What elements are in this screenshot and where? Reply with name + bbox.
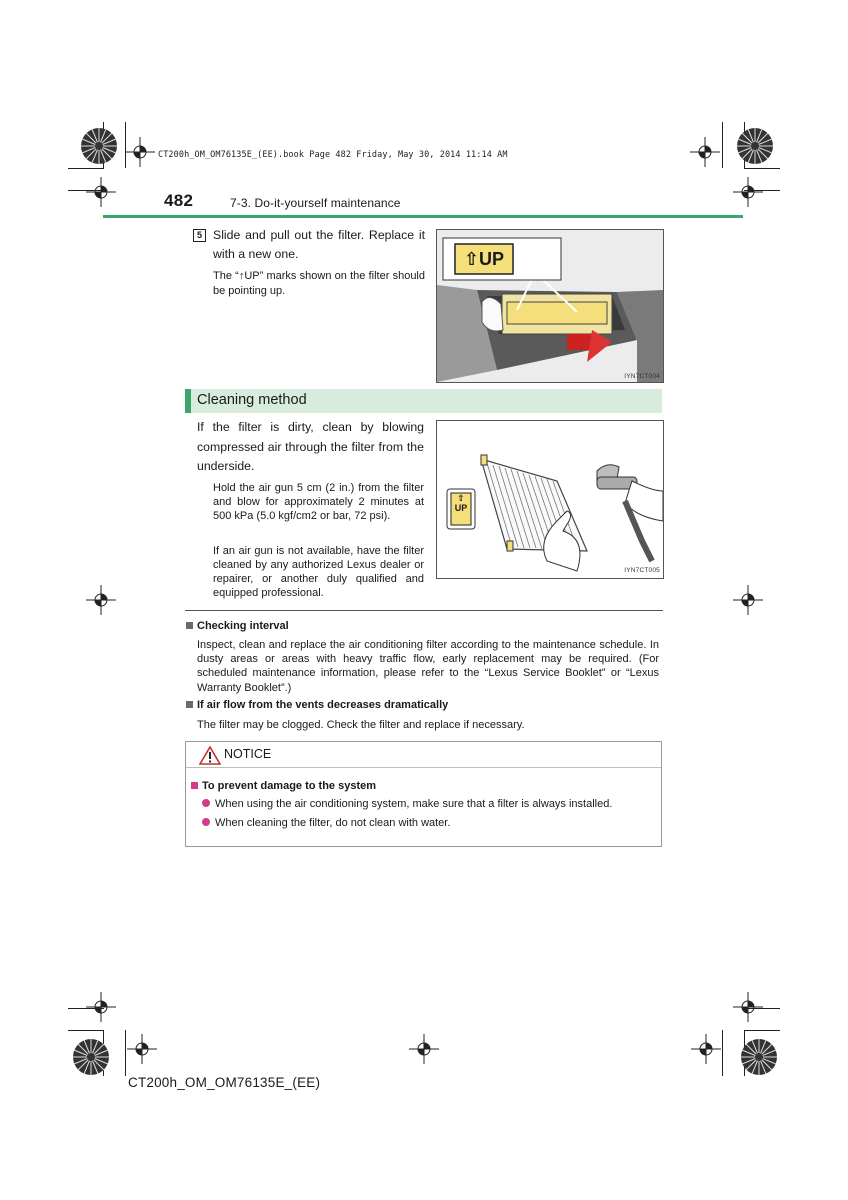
up-callout-text: UP xyxy=(479,249,505,269)
cleaning-method-title: Cleaning method xyxy=(197,392,307,408)
up-tag-text: UP xyxy=(454,503,468,513)
registration-target-icon xyxy=(86,585,116,615)
round-bullet-icon xyxy=(202,799,210,807)
header-rule xyxy=(103,215,743,218)
checking-interval-text: Inspect, clean and replace the air conditioning filter according to the maintenance schedule. In dusty areas or areas with heavy traffic flow, early replacement may be required. (For scheduled maintenance information, please refer to the “Lexus Service Booklet” or “Lexus Warranty Booklet”.) xyxy=(197,639,659,694)
cleaning-note-dealer: If an air gun is not available, have the filter cleaned by any authorized Lexus dealer or repairer, or another duly qualified and equipped professional. xyxy=(213,545,424,599)
round-bullet-icon xyxy=(202,818,210,826)
notice-heading xyxy=(191,780,376,792)
step-instruction: Slide and pull out the filter. Replace it with a new one. xyxy=(213,228,425,261)
registration-target-icon xyxy=(691,1034,721,1064)
square-bullet-icon xyxy=(191,782,198,789)
notice-item xyxy=(202,798,612,810)
air-gun-cleaning-illustration xyxy=(436,420,664,579)
cleaning-method-heading xyxy=(185,389,662,413)
crop-mark xyxy=(722,1030,723,1076)
checking-interval-title: Checking interval xyxy=(197,620,289,632)
square-bullet-icon xyxy=(186,622,193,629)
warning-triangle-icon xyxy=(199,746,221,765)
registration-target-icon xyxy=(733,992,763,1022)
registration-target-icon xyxy=(733,177,763,207)
notice-box xyxy=(185,741,662,847)
notice-label: NOTICE xyxy=(224,747,272,761)
figure-code: IYN7CT004 xyxy=(624,373,660,380)
notice-item-text: When cleaning the filter, do not clean with water. xyxy=(215,817,451,829)
crop-mark xyxy=(68,168,104,169)
rosette-icon xyxy=(80,127,118,165)
rosette-icon xyxy=(72,1038,110,1076)
registration-target-icon xyxy=(690,137,720,167)
rosette-icon xyxy=(736,127,774,165)
registration-target-icon xyxy=(733,585,763,615)
rosette-icon xyxy=(740,1038,778,1076)
registration-target-icon xyxy=(86,177,116,207)
footer-document-code: CT200h_OM_OM76135E_(EE) xyxy=(128,1075,321,1090)
crop-mark xyxy=(744,168,780,169)
registration-target-icon xyxy=(125,137,155,167)
registration-target-icon xyxy=(409,1034,439,1064)
page-number: 482 xyxy=(164,191,194,210)
registration-target-icon xyxy=(127,1034,157,1064)
cleaning-paragraph: If the filter is dirty, clean by blowing compressed air through the filter from the underside. xyxy=(197,420,424,473)
square-bullet-icon xyxy=(186,701,193,708)
cleaning-note-air-gun: Hold the air gun 5 cm (2 in.) from the filter and blow for approximately 2 minutes at 500 kPa (5.0 kgf/cm2 or bar, 72 psi). xyxy=(213,482,424,522)
up-arrow-icon: ⇧ xyxy=(463,249,480,269)
crop-mark xyxy=(744,1030,780,1031)
crop-mark xyxy=(722,122,723,168)
crop-mark xyxy=(125,1030,126,1076)
notice-item xyxy=(202,817,450,829)
print-meta-line: CT200h_OM_OM76135E_(EE).book Page 482 Friday, May 30, 2014 11:14 AM xyxy=(158,150,508,160)
airflow-text: The filter may be clogged. Check the filter and replace if necessary. xyxy=(197,719,525,731)
registration-target-icon xyxy=(86,992,116,1022)
checking-interval-heading xyxy=(186,620,289,632)
notice-heading-text: To prevent damage to the system xyxy=(202,780,377,792)
airflow-title: If air flow from the vents decreases dramatically xyxy=(197,699,449,711)
section-title: 7-3. Do-it-yourself maintenance xyxy=(230,196,401,210)
figure-code: IYN7CT005 xyxy=(624,567,660,574)
up-callout-label xyxy=(455,244,513,274)
notice-divider xyxy=(186,767,661,768)
step-note: The “↑UP” marks shown on the filter should be pointing up. xyxy=(213,270,425,297)
up-arrow-icon: ⇧ xyxy=(457,493,465,503)
crop-mark xyxy=(68,1030,104,1031)
up-tag-label xyxy=(451,493,471,525)
section-separator xyxy=(185,610,663,611)
filter-removal-illustration xyxy=(436,229,664,383)
step-number-badge: 5 xyxy=(193,229,206,242)
airflow-heading xyxy=(186,699,448,711)
notice-item-text: When using the air conditioning system, make sure that a filter is always installed. xyxy=(215,798,613,810)
